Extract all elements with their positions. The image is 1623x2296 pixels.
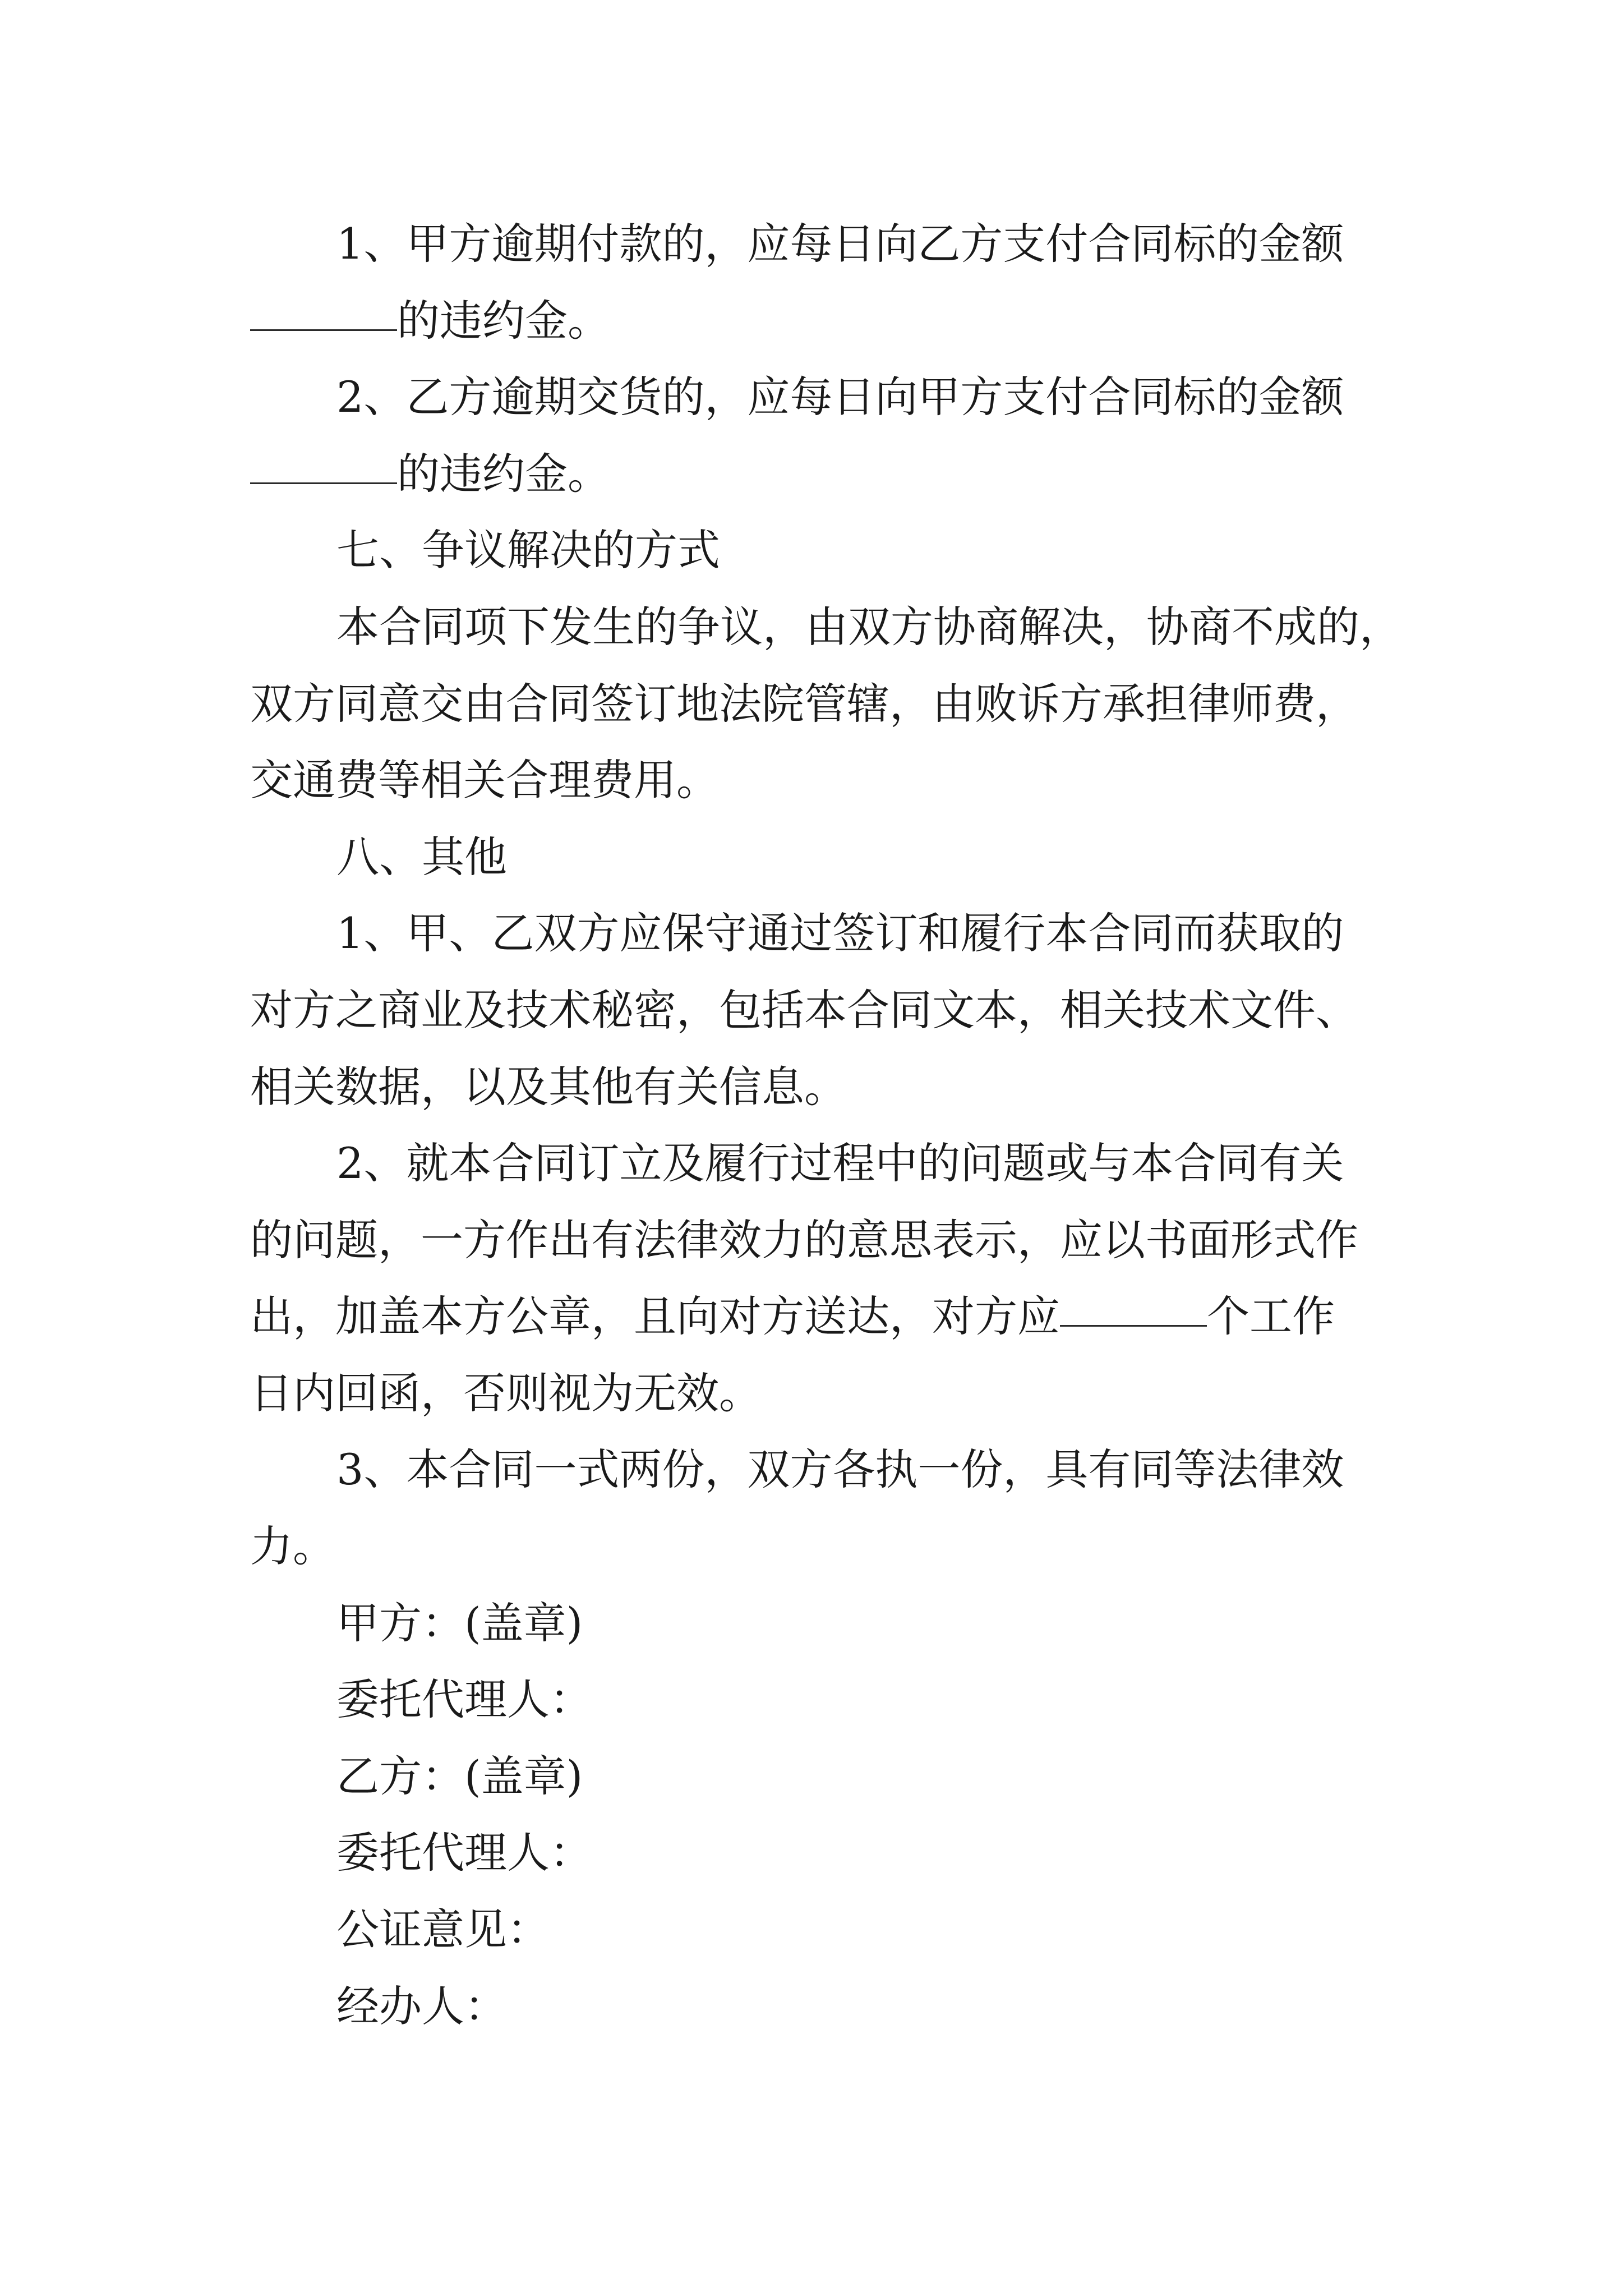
section-8-clause-2-line-1: [0, 1130, 1623, 1197]
clause-1-line-1: [0, 210, 1623, 278]
section-7-heading: [0, 517, 1623, 584]
section-8-clause-1-text-3: 相关数据，以及其他有关信息。: [250, 1062, 847, 1112]
section-8-clause-3-line-1: [0, 1436, 1623, 1503]
section-8-clause-2-text-3a: 出，加盖本方公章，且向对方送达，对方应: [250, 1291, 1060, 1341]
signature-agent-a: [0, 1666, 1623, 1733]
section-7-title: 七、争议解决的方式: [336, 525, 720, 575]
section-8-clause-3-line-2: [0, 1513, 1623, 1580]
signature-party-b: [0, 1743, 1623, 1810]
section-7-text-3: 交通费等相关合理费用。: [250, 755, 719, 805]
handler: [0, 1973, 1623, 2040]
section-8-heading: [0, 823, 1623, 891]
section-8-clause-2-line-3: [0, 1283, 1623, 1350]
clause-2-tail: 的违约金。: [397, 449, 610, 499]
section-8-clause-3-text-2: 力。: [250, 1521, 335, 1571]
section-8-clause-2-text-3b: 个工作: [1207, 1291, 1335, 1341]
section-8-clause-3-text-1: 3、本合同一式两份，双方各执一份，具有同等法律效: [336, 1444, 1344, 1494]
notary-label: 公证意见：: [336, 1904, 550, 1954]
clause-2-line-2: [0, 440, 1623, 508]
section-8-clause-2-line-2: [0, 1207, 1623, 1274]
handler-label: 经办人：: [336, 1981, 507, 2031]
agent-b-label: 委托代理人：: [336, 1828, 592, 1878]
clause-2-line-1: [0, 364, 1623, 431]
fill-in-blank: [250, 482, 397, 484]
section-8-clause-1-line-2: [0, 977, 1623, 1044]
section-8-clause-2-text-1: 2、就本合同订立及履行过程中的问题或与本合同有关: [336, 1138, 1344, 1188]
party-a-label: 甲方：(盖章): [336, 1598, 583, 1648]
section-8-clause-2-text-2: 的问题，一方作出有法律效力的意思表示，应以书面形式作: [250, 1215, 1358, 1265]
signature-party-a: [0, 1590, 1623, 1657]
agent-a-label: 委托代理人：: [336, 1674, 592, 1724]
signature-agent-b: [0, 1819, 1623, 1887]
section-7-line-3: [0, 747, 1623, 814]
section-8-clause-1-text-2: 对方之商业及技术秘密，包括本合同文本，相关技术文件、: [250, 985, 1358, 1035]
section-8-clause-2-line-4: [0, 1360, 1623, 1427]
section-7-text-1: 本合同项下发生的争议，由双方协商解决，协商不成的，: [336, 602, 1402, 652]
clause-1-line-2: [0, 287, 1623, 355]
clause-2-text: 2、乙方逾期交货的，应每日向甲方支付合同标的金额: [336, 372, 1344, 422]
clause-1-tail: 的违约金。: [397, 296, 610, 346]
fill-in-blank: [250, 329, 397, 331]
notary-opinion: [0, 1896, 1623, 1963]
section-8-clause-2-text-4: 日内回函，否则视为无效。: [250, 1368, 762, 1418]
section-8-clause-1-line-3: [0, 1053, 1623, 1121]
section-8-clause-1-text-1: 1、甲、乙双方应保守通过签订和履行本合同而获取的: [336, 908, 1344, 958]
section-8-title: 八、其他: [336, 832, 507, 882]
section-7-line-1: [0, 593, 1623, 661]
party-b-label: 乙方：(盖章): [336, 1751, 583, 1801]
clause-1-text: 1、甲方逾期付款的，应每日向乙方支付合同标的金额: [336, 219, 1344, 269]
section-7-line-2: [0, 670, 1623, 738]
section-7-text-2: 双方同意交由合同签订地法院管辖，由败诉方承担律师费，: [250, 679, 1358, 729]
section-8-clause-1-line-1: [0, 900, 1623, 967]
fill-in-blank: [1060, 1324, 1207, 1327]
